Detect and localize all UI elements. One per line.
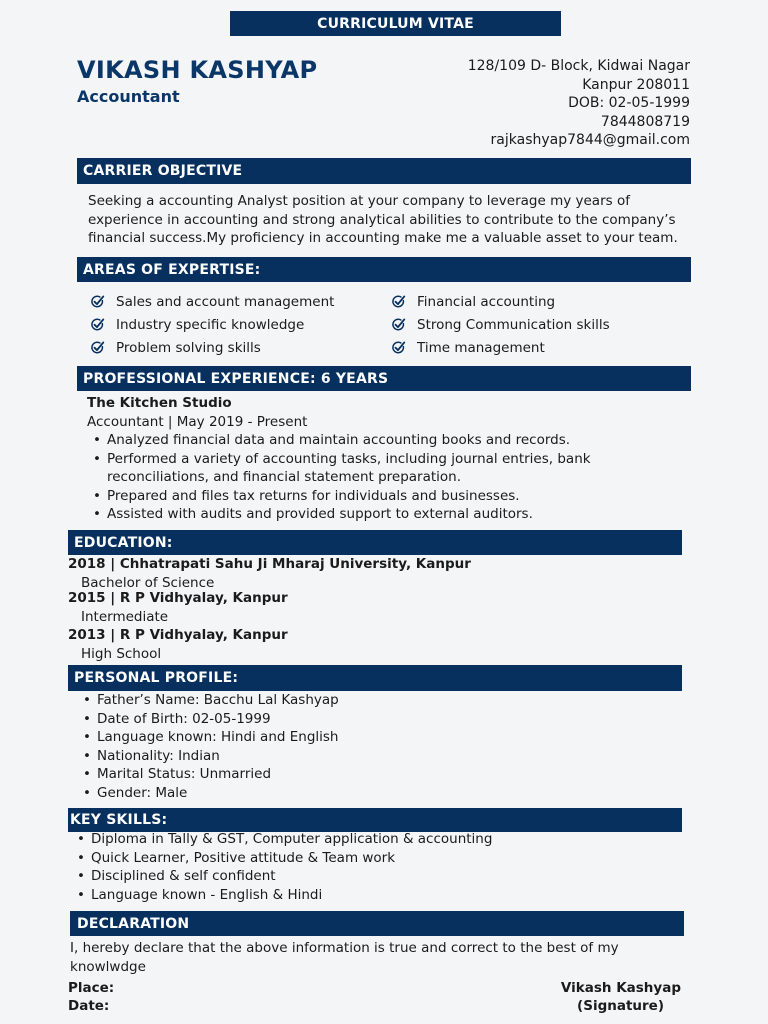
objective-line: experience in accounting and strong analytical abilities to contribute to the company’s [88,211,676,228]
list-item: • Quick Learner, Positive attitude & Team work [71,849,671,868]
education-heading [68,530,682,555]
skills-heading [68,808,682,832]
declaration-line: knowlwdge [70,958,146,975]
expertise-right-column [391,290,610,359]
contact-dob: DOB: 02-05-1999 [568,95,690,112]
signer-name: Vikash Kashyap [560,980,681,996]
list-item: • Diploma in Tally & GST, Computer application & accounting [71,830,671,849]
expertise-heading [77,257,691,282]
education-title: 2015 | R P Vidhyalay, Kanpur [68,590,288,606]
experience-heading-text: PROFESSIONAL EXPERIENCE: 6 YEARS [83,370,389,387]
education-list [68,555,682,663]
declaration-heading-text: DECLARATION [77,915,190,932]
objective-line: financial success.My proficiency in accounting make me a valuable asset to your team. [88,230,678,246]
education-title: 2018 | Chhatrapati Sahu Ji Mharaj University, Kanpur [68,556,471,572]
profile-heading-text: PERSONAL PROFILE: [74,670,239,686]
place-label: Place: [68,980,115,996]
declaration-heading [70,911,684,936]
contact-block [468,57,690,150]
skills-list [71,830,671,904]
list-item: • Gender: Male [77,784,677,803]
experience-heading [77,366,691,391]
education-title: 2013 | R P Vidhyalay, Kanpur [68,627,288,643]
skills-heading-text: KEY SKILLS: [70,812,168,828]
expertise-item-label: Problem solving skills [116,339,261,356]
expertise-item-label: Time management [417,339,545,356]
contact-phone: 7844808719 [600,113,690,130]
cv-banner [230,11,561,36]
education-degree: High School [81,645,162,662]
expertise-item-label: Strong Communication skills [417,316,610,333]
education-heading-text: EDUCATION: [74,534,173,551]
objective-text [88,192,688,248]
check-circle-icon [391,294,412,309]
signature-label: (Signature) [577,998,664,1014]
check-circle-icon [391,317,412,332]
company-name: The Kitchen Studio [87,395,232,411]
candidate-role: Accountant [77,87,180,106]
cv-banner-text: CURRICULUM VITAE [317,15,474,32]
list-item: • Language known - English & Hindi [71,886,671,905]
contact-email: rajkashyap7844@gmail.com [490,132,690,149]
list-item: • Assisted with audits and provided support to external auditors. [87,505,687,524]
expertise-item [391,290,610,313]
expertise-item [90,313,334,336]
check-circle-icon [391,340,412,355]
experience-block [87,394,687,524]
objective-heading-text: CARRIER OBJECTIVE [83,163,243,179]
expertise-item [391,313,610,336]
list-item: • Analyzed financial data and maintain accounting books and records. [87,431,687,450]
list-item: • Prepared and files tax returns for individuals and businesses. [87,487,687,506]
position-line: Accountant | May 2019 - Present [87,413,308,430]
check-circle-icon [90,340,111,355]
expertise-item-label: Financial accounting [417,293,556,310]
expertise-item [391,336,610,359]
list-item: • Marital Status: Unmarried [77,765,677,784]
profile-list [77,691,677,802]
expertise-heading-text: AREAS OF EXPERTISE: [83,261,261,278]
expertise-left-column [90,290,334,359]
objective-heading [77,158,691,184]
expertise-item-label: Sales and account management [116,293,335,310]
list-item: • Disciplined & self confident [71,867,671,886]
education-degree: Bachelor of Science [81,574,215,591]
list-item: • Date of Birth: 02-05-1999 [77,710,677,729]
list-item: • Language known: Hindi and English [77,728,677,747]
declaration-line: I, hereby declare that the above information is true and correct to the best of my [70,940,619,956]
expertise-item-label: Industry specific knowledge [116,316,305,333]
check-circle-icon [90,317,111,332]
expertise-item [90,290,334,313]
list-item: • Performed a variety of accounting tasks, including journal entries, bank reconciliations, and financial statement preparation. [87,450,627,487]
experience-bullets [87,431,687,524]
expertise-item [90,336,334,359]
profile-heading [68,665,682,691]
objective-line: Seeking a accounting Analyst position at your company to leverage my years of [88,193,630,209]
contact-address-line1: 128/109 D- Block, Kidwai Nagar [467,58,690,74]
education-degree: Intermediate [81,608,169,625]
contact-address-line2: Kanpur 208011 [582,76,690,93]
date-label: Date: [68,998,110,1014]
candidate-name: VIKASH KASHYAP [77,56,318,84]
list-item: • Father’s Name: Bacchu Lal Kashyap [77,691,677,710]
list-item: • Nationality: Indian [77,747,677,766]
declaration-text [70,939,680,976]
check-circle-icon [90,294,111,309]
